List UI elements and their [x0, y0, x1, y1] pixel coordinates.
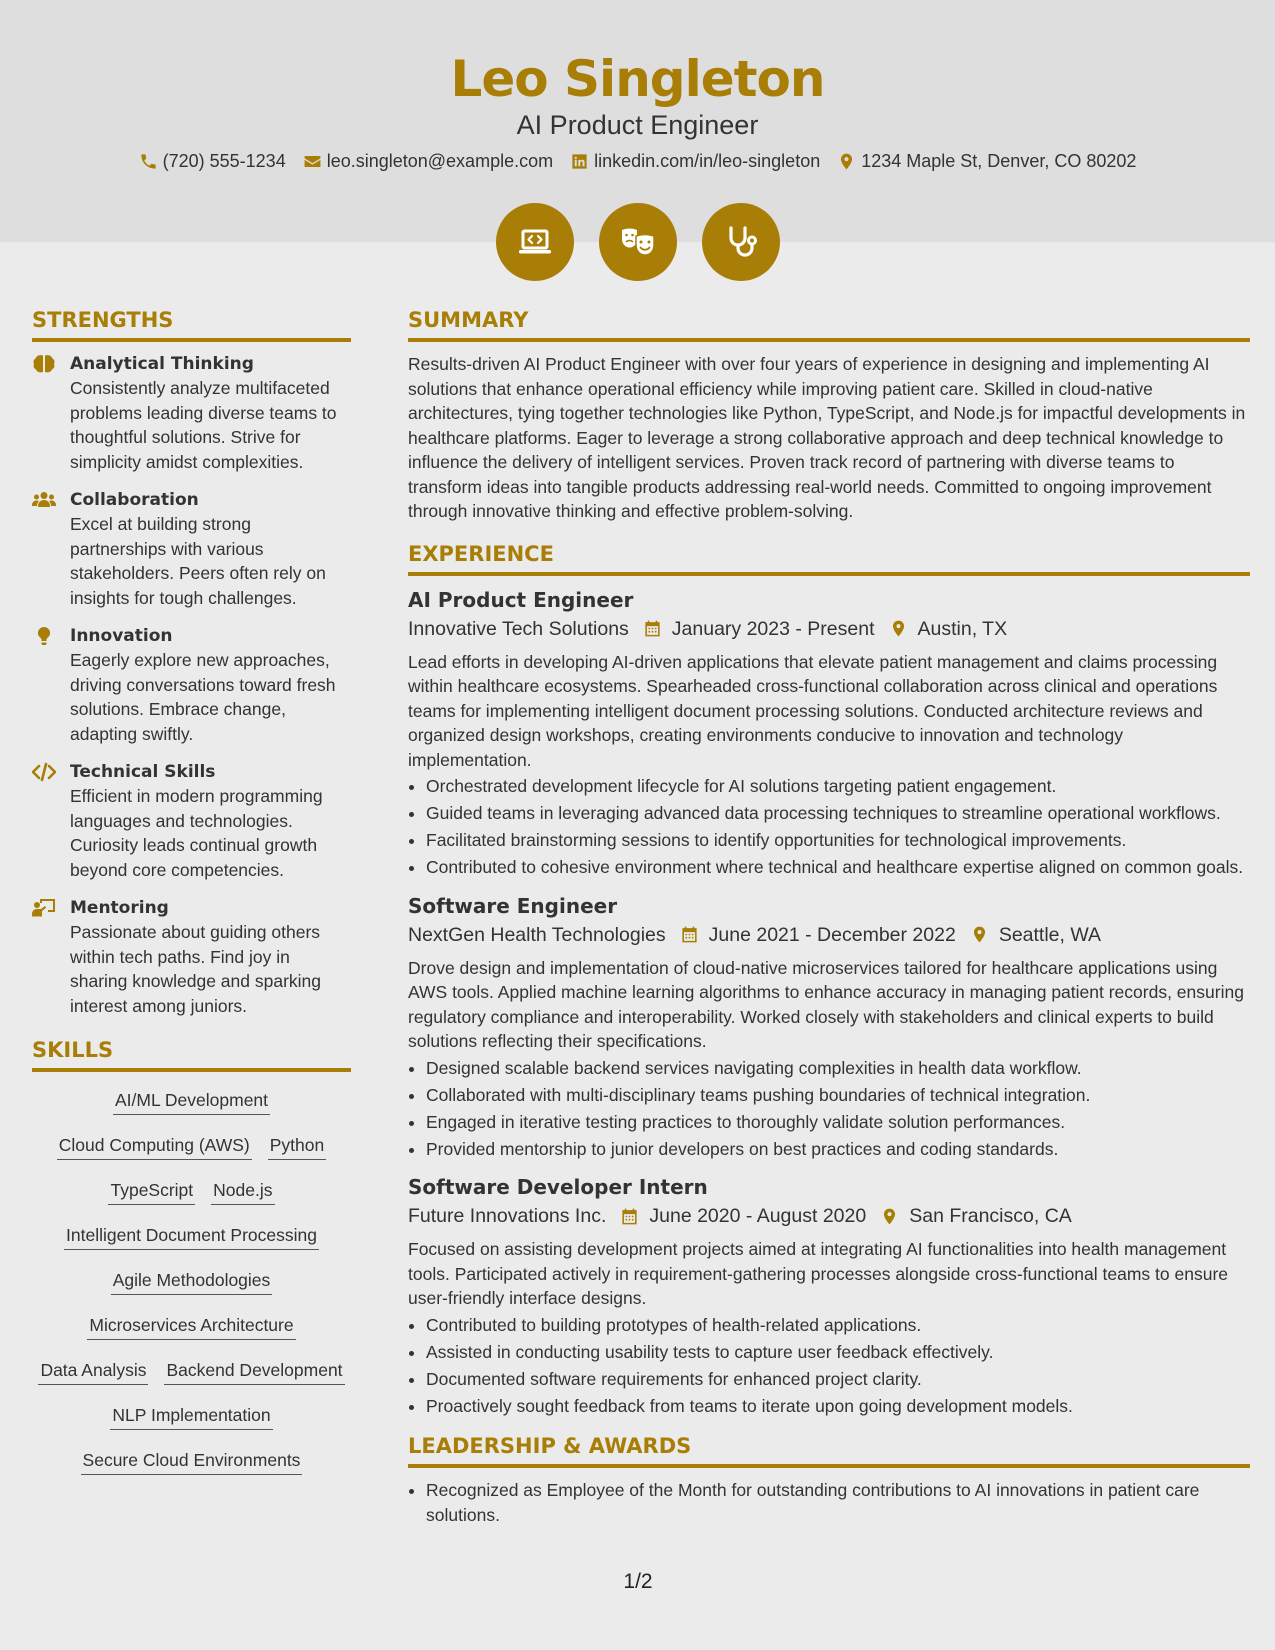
experience-heading: EXPERIENCE [408, 540, 1250, 576]
list-item: • Provided mentorship to junior developers on best practices and coding standards. [426, 1137, 1250, 1162]
theater-masks-badge [599, 203, 677, 281]
strength-desc: Efficient in modern programming languages and technologies. Curiosity leads continual growth beyond core competencies. [70, 786, 323, 880]
job-description: Drove design and implementation of cloud-native microservices tailored for healthcare applications using AWS tools. Applied machine learning algorithms to enhance accuracy in managing patient records, ensuring regulatory compliance and interoperability. Worked closely with stakeholders and clinical experts to build solutions reflecting their specifications. [408, 957, 1244, 1051]
strength-item [32, 624, 351, 746]
candidate-name: Leo Singleton [450, 50, 825, 108]
job-entry [408, 892, 1250, 1162]
list-item: • Designed scalable backend services navigating complexities in health data workflow. [426, 1056, 1250, 1081]
job-entry [408, 586, 1250, 880]
skill-tag: Python [268, 1133, 326, 1160]
skills-list [32, 1082, 351, 1475]
skill-tag: Agile Methodologies [111, 1268, 273, 1295]
map-marker-icon [889, 619, 908, 638]
calendar-icon [620, 1207, 639, 1226]
envelope-icon [303, 152, 322, 171]
list-item: • Facilitated brainstorming sessions to identify opportunities for technological improvements. [426, 828, 1250, 853]
job-entry [408, 1173, 1250, 1418]
job-meta [408, 614, 1250, 644]
strength-desc: Passionate about guiding others within tech paths. Find joy in sharing knowledge and sparking interest among juniors. [70, 922, 321, 1016]
page-indicator: 1/2 [623, 1570, 653, 1593]
summary-heading: SUMMARY [408, 306, 1250, 342]
list-item: • Engaged in iterative testing practices to thoroughly validate solution performances. [426, 1110, 1250, 1135]
job-bullets [408, 1313, 1250, 1419]
job-title: Software Developer Intern [408, 1175, 708, 1199]
map-marker-icon [970, 925, 989, 944]
strengths-heading: STRENGTHS [32, 306, 351, 342]
linkedin-text: linkedin.com/in/leo-singleton [594, 151, 821, 171]
calendar-icon [643, 619, 662, 638]
strength-item [32, 760, 351, 882]
skill-tag: Node.js [211, 1178, 274, 1205]
laptop-code-icon [515, 222, 555, 262]
strength-name: Analytical Thinking [70, 354, 254, 374]
skills-heading: SKILLS [32, 1036, 351, 1072]
skill-tag: Secure Cloud Environments [81, 1448, 303, 1475]
chalkboard-teacher-icon [32, 898, 56, 918]
right-column [408, 306, 1250, 1530]
strength-name: Innovation [70, 626, 173, 646]
strength-name: Technical Skills [70, 762, 216, 782]
skill-tag: TypeScript [108, 1178, 195, 1205]
contact-bar [0, 151, 1275, 172]
phone-text: (720) 555-1234 [162, 151, 286, 171]
job-location: San Francisco, CA [909, 1205, 1072, 1227]
lightbulb-icon [32, 626, 56, 646]
contact-email[interactable] [303, 151, 553, 172]
strength-desc: Consistently analyze multifaceted problems leading diverse teams to thoughtful solutions. Strive for simplicity amidst complexities. [70, 378, 337, 472]
job-dates: January 2023 - Present [671, 617, 875, 640]
job-location: Austin, TX [917, 617, 1008, 640]
skill-tag: Intelligent Document Processing [64, 1223, 319, 1250]
stethoscope-icon [721, 222, 761, 262]
strength-item [32, 352, 351, 474]
map-marker-icon [837, 152, 856, 171]
job-title: Software Engineer [408, 893, 618, 918]
strength-name: Mentoring [70, 898, 169, 918]
job-meta [408, 920, 1250, 950]
list-item: • Recognized as Employee of the Month for outstanding contributions to AI innovations in patient care solutions. [426, 1478, 1250, 1527]
candidate-title: AI Product Engineer [516, 110, 759, 140]
list-item: • Proactively sought feedback from teams to iterate upon going development models. [426, 1394, 1250, 1419]
laptop-code-badge [496, 203, 574, 281]
skill-tag: NLP Implementation [110, 1403, 272, 1430]
summary-text: Results-driven AI Product Engineer with over four years of experience in designing and implementing AI solutions that enhance operational efficiency while improving patient care. Skilled in cloud-native architectures, tying together technologies like Python, TypeScript, and Node.js for impactful developments in healthcare platforms. Eager to leverage a strong collaborative approach and deep technical knowledge to influence the delivery of intelligent services. Proven track record of partnering with diverse teams to transform ideas into tangible products addressing real-world needs. Committed to ongoing improvement through innovative thinking and effective problem-solving. [408, 354, 1246, 521]
strength-desc: Excel at building strong partnerships with various stakeholders. Peers often rely on insights for tough challenges. [70, 514, 326, 608]
list-item: • Guided teams in leveraging advanced data processing techniques to streamline operational workflows. [426, 801, 1250, 826]
list-item: • Contributed to cohesive environment where technical and healthcare expertise aligned on common goals. [426, 855, 1250, 880]
list-item: • Contributed to building prototypes of health-related applications. [426, 1313, 1250, 1338]
job-location: Seattle, WA [998, 923, 1102, 946]
job-company: NextGen Health Technologies [408, 923, 666, 946]
leadership-bullets [408, 1478, 1250, 1527]
stethoscope-badge [702, 203, 780, 281]
contact-address [837, 151, 1136, 172]
job-company: Future Innovations Inc. [408, 1205, 607, 1227]
strength-name: Collaboration [70, 490, 199, 510]
job-description: Focused on assisting development projects aimed at integrating AI functionalities into health management tools. Participated actively in requirement-gathering processes alongside cross-functional teams to ensure user-friendly interface designs. [408, 1239, 1229, 1308]
leadership-heading: LEADERSHIP & AWARDS [408, 1432, 1250, 1468]
skill-tag: Cloud Computing (AWS) [57, 1133, 252, 1160]
map-marker-icon [880, 1207, 899, 1226]
skill-tag: Data Analysis [38, 1358, 148, 1385]
strength-item [32, 488, 351, 610]
list-item: • Documented software requirements for enhanced project clarity. [426, 1367, 1250, 1392]
email-text: leo.singleton@example.com [326, 151, 554, 171]
job-meta [408, 1201, 1250, 1231]
contact-phone [139, 151, 286, 172]
job-company: Innovative Tech Solutions [408, 617, 629, 640]
phone-icon [139, 152, 158, 171]
strength-item [32, 896, 351, 1018]
skill-tag: Backend Development [164, 1358, 344, 1385]
job-bullets [408, 774, 1250, 880]
theater-masks-icon [618, 222, 658, 262]
skill-tag: AI/ML Development [113, 1088, 270, 1115]
job-description: Lead efforts in developing AI-driven applications that elevate patient management and claims processing within healthcare ecosystems. Spearheaded cross-functional collaboration across clinical and operations teams for implementing intelligent document processing solutions. Conducted architecture reviews and organized design workshops, creating environments conducive to innovation and technology implementation. [408, 651, 1218, 770]
linkedin-icon [570, 152, 589, 171]
strength-desc: Eagerly explore new approaches, driving conversations toward fresh solutions. Embrace change, adapting swiftly. [70, 650, 336, 744]
address-text: 1234 Maple St, Denver, CO 80202 [861, 151, 1137, 171]
skill-tag: Microservices Architecture [87, 1313, 295, 1340]
users-icon [32, 490, 56, 510]
brain-icon [32, 354, 56, 374]
job-title: AI Product Engineer [408, 587, 634, 612]
contact-linkedin[interactable] [570, 151, 820, 172]
list-item: • Orchestrated development lifecycle for AI solutions targeting patient engagement. [426, 774, 1250, 799]
job-dates: June 2021 - December 2022 [708, 923, 956, 946]
code-icon [32, 762, 56, 782]
left-column [32, 306, 351, 1475]
list-item: • Assisted in conducting usability tests to capture user feedback effectively. [426, 1340, 1250, 1365]
calendar-icon [680, 925, 699, 944]
interest-badges [0, 203, 1275, 281]
job-bullets [408, 1056, 1250, 1162]
list-item: • Collaborated with multi-disciplinary teams pushing boundaries of technical integration. [426, 1083, 1250, 1108]
job-dates: June 2020 - August 2020 [649, 1205, 867, 1227]
